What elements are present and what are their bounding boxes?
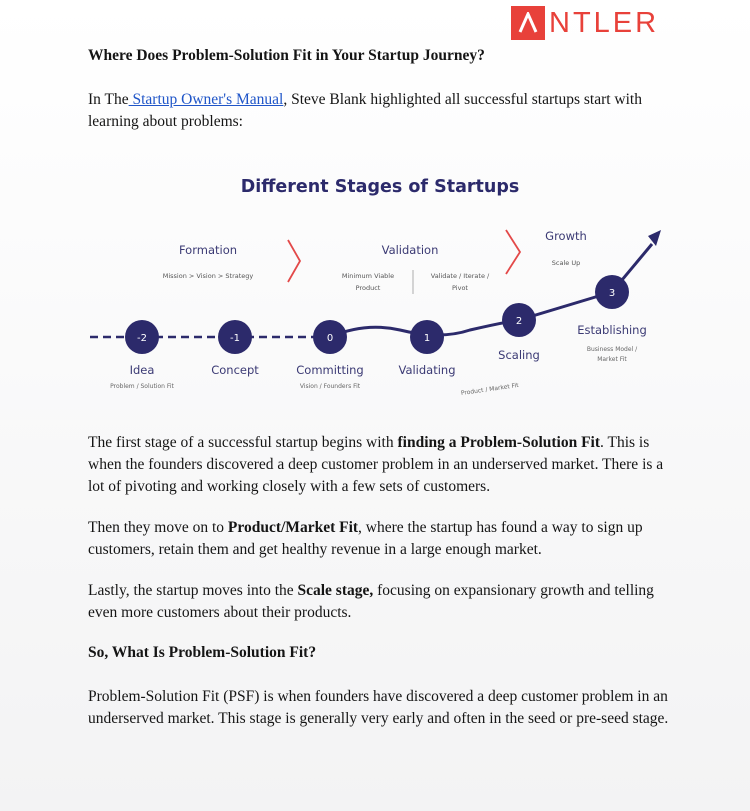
intro-paragraph: [88, 89, 678, 133]
para3-pre: Lastly, the startup moves into the: [88, 582, 298, 599]
antler-a-icon: [517, 12, 539, 34]
para2-bold: Product/Market Fit: [227, 519, 359, 536]
intro-pre: In The: [88, 91, 129, 108]
stage-number: 1: [423, 333, 431, 344]
paragraph-psf-definition: Problem-Solution Fit (PSF) is when founders have discovered a deep customer problem in an underserved market. This stage is generally very early and often in the seed or pre-seed stage.: [88, 688, 669, 727]
stage-sub: Product / Market Fit: [460, 381, 520, 398]
stage-label: Validating: [398, 363, 456, 377]
stage-number: -1: [230, 333, 240, 344]
para2-post: , where the startup has found a way to sign up customers, retain them and get healthy revenue in a large enough market.: [88, 519, 643, 558]
phase-validation-title: Validation: [381, 243, 439, 257]
paragraph-scale: [88, 580, 678, 624]
chevron-right-icon: [288, 240, 300, 282]
stage-number: 3: [608, 288, 616, 299]
stage-label: Establishing: [577, 323, 647, 337]
stage-node: [410, 320, 444, 354]
figure-title: Different Stages of Startups: [240, 177, 520, 197]
phase-validation-sub-left-1: Minimum Viable: [341, 272, 395, 280]
intro-post: , Steve Blank highlighted all successful startups start with learning about problems:: [88, 91, 642, 130]
stage-label: Scaling: [498, 348, 540, 362]
stage-node: [218, 320, 252, 354]
antler-logo: [511, 6, 659, 40]
stage-sub: Vision / Founders Fit: [299, 383, 361, 390]
para3-post: focusing on expansionary growth and telling even more customers about their products.: [88, 582, 654, 621]
chevron-right-icon: [506, 230, 520, 274]
phase-validation-sub-right-2: Pivot: [452, 284, 468, 292]
antler-logo-mark: [511, 6, 545, 40]
startup-stages-figure: [0, 160, 750, 405]
paragraph-product-market: [88, 517, 678, 561]
stage-node: [313, 320, 347, 354]
stage-number: 2: [515, 316, 523, 327]
stage-sub: Market Fit: [597, 356, 627, 363]
stage-sub: Business Model /: [586, 346, 638, 353]
stage-node: [502, 303, 536, 337]
phase-growth-sub: Scale Up: [551, 259, 581, 267]
stage-node: [125, 320, 159, 354]
stage-number: 0: [326, 333, 334, 344]
para1-post: . This is when the founders discovered a deep customer problem in an underserved market. There is a lot of pivoting and working closely with a few sets of customers.: [88, 434, 664, 495]
stage-label: Committing: [296, 363, 364, 377]
antler-logo-text: NTLER: [549, 7, 660, 39]
para1-bold: finding a Problem-Solution Fit: [397, 434, 601, 451]
phase-formation-sub: Mission > Vision > Strategy: [162, 272, 254, 280]
phase-formation-title: Formation: [178, 243, 238, 257]
stage-sub: Problem / Solution Fit: [110, 383, 174, 390]
para1-pre: The first stage of a successful startup begins with: [88, 434, 398, 451]
stage-node: [595, 275, 629, 309]
paragraph-problem-solution: [88, 432, 678, 498]
stage-label: Idea: [129, 363, 155, 377]
heading-what-is-psf: So, What Is Problem-Solution Fit?: [88, 644, 317, 661]
phase-validation-sub-right-1: Validate / Iterate /: [430, 272, 490, 280]
startup-owners-manual-link[interactable]: Startup Owner's Manual: [128, 91, 284, 108]
arrow-head-icon: [648, 230, 661, 246]
phase-validation-sub-left-2: Product: [355, 284, 381, 292]
phase-growth-title: Growth: [545, 229, 587, 243]
para2-pre: Then they move on to: [88, 519, 228, 536]
para3-bold: Scale stage,: [297, 582, 374, 599]
heading-journey: Where Does Problem-Solution Fit in Your Startup Journey?: [88, 47, 485, 64]
stage-label: Concept: [211, 363, 259, 377]
stage-number: -2: [137, 333, 147, 344]
